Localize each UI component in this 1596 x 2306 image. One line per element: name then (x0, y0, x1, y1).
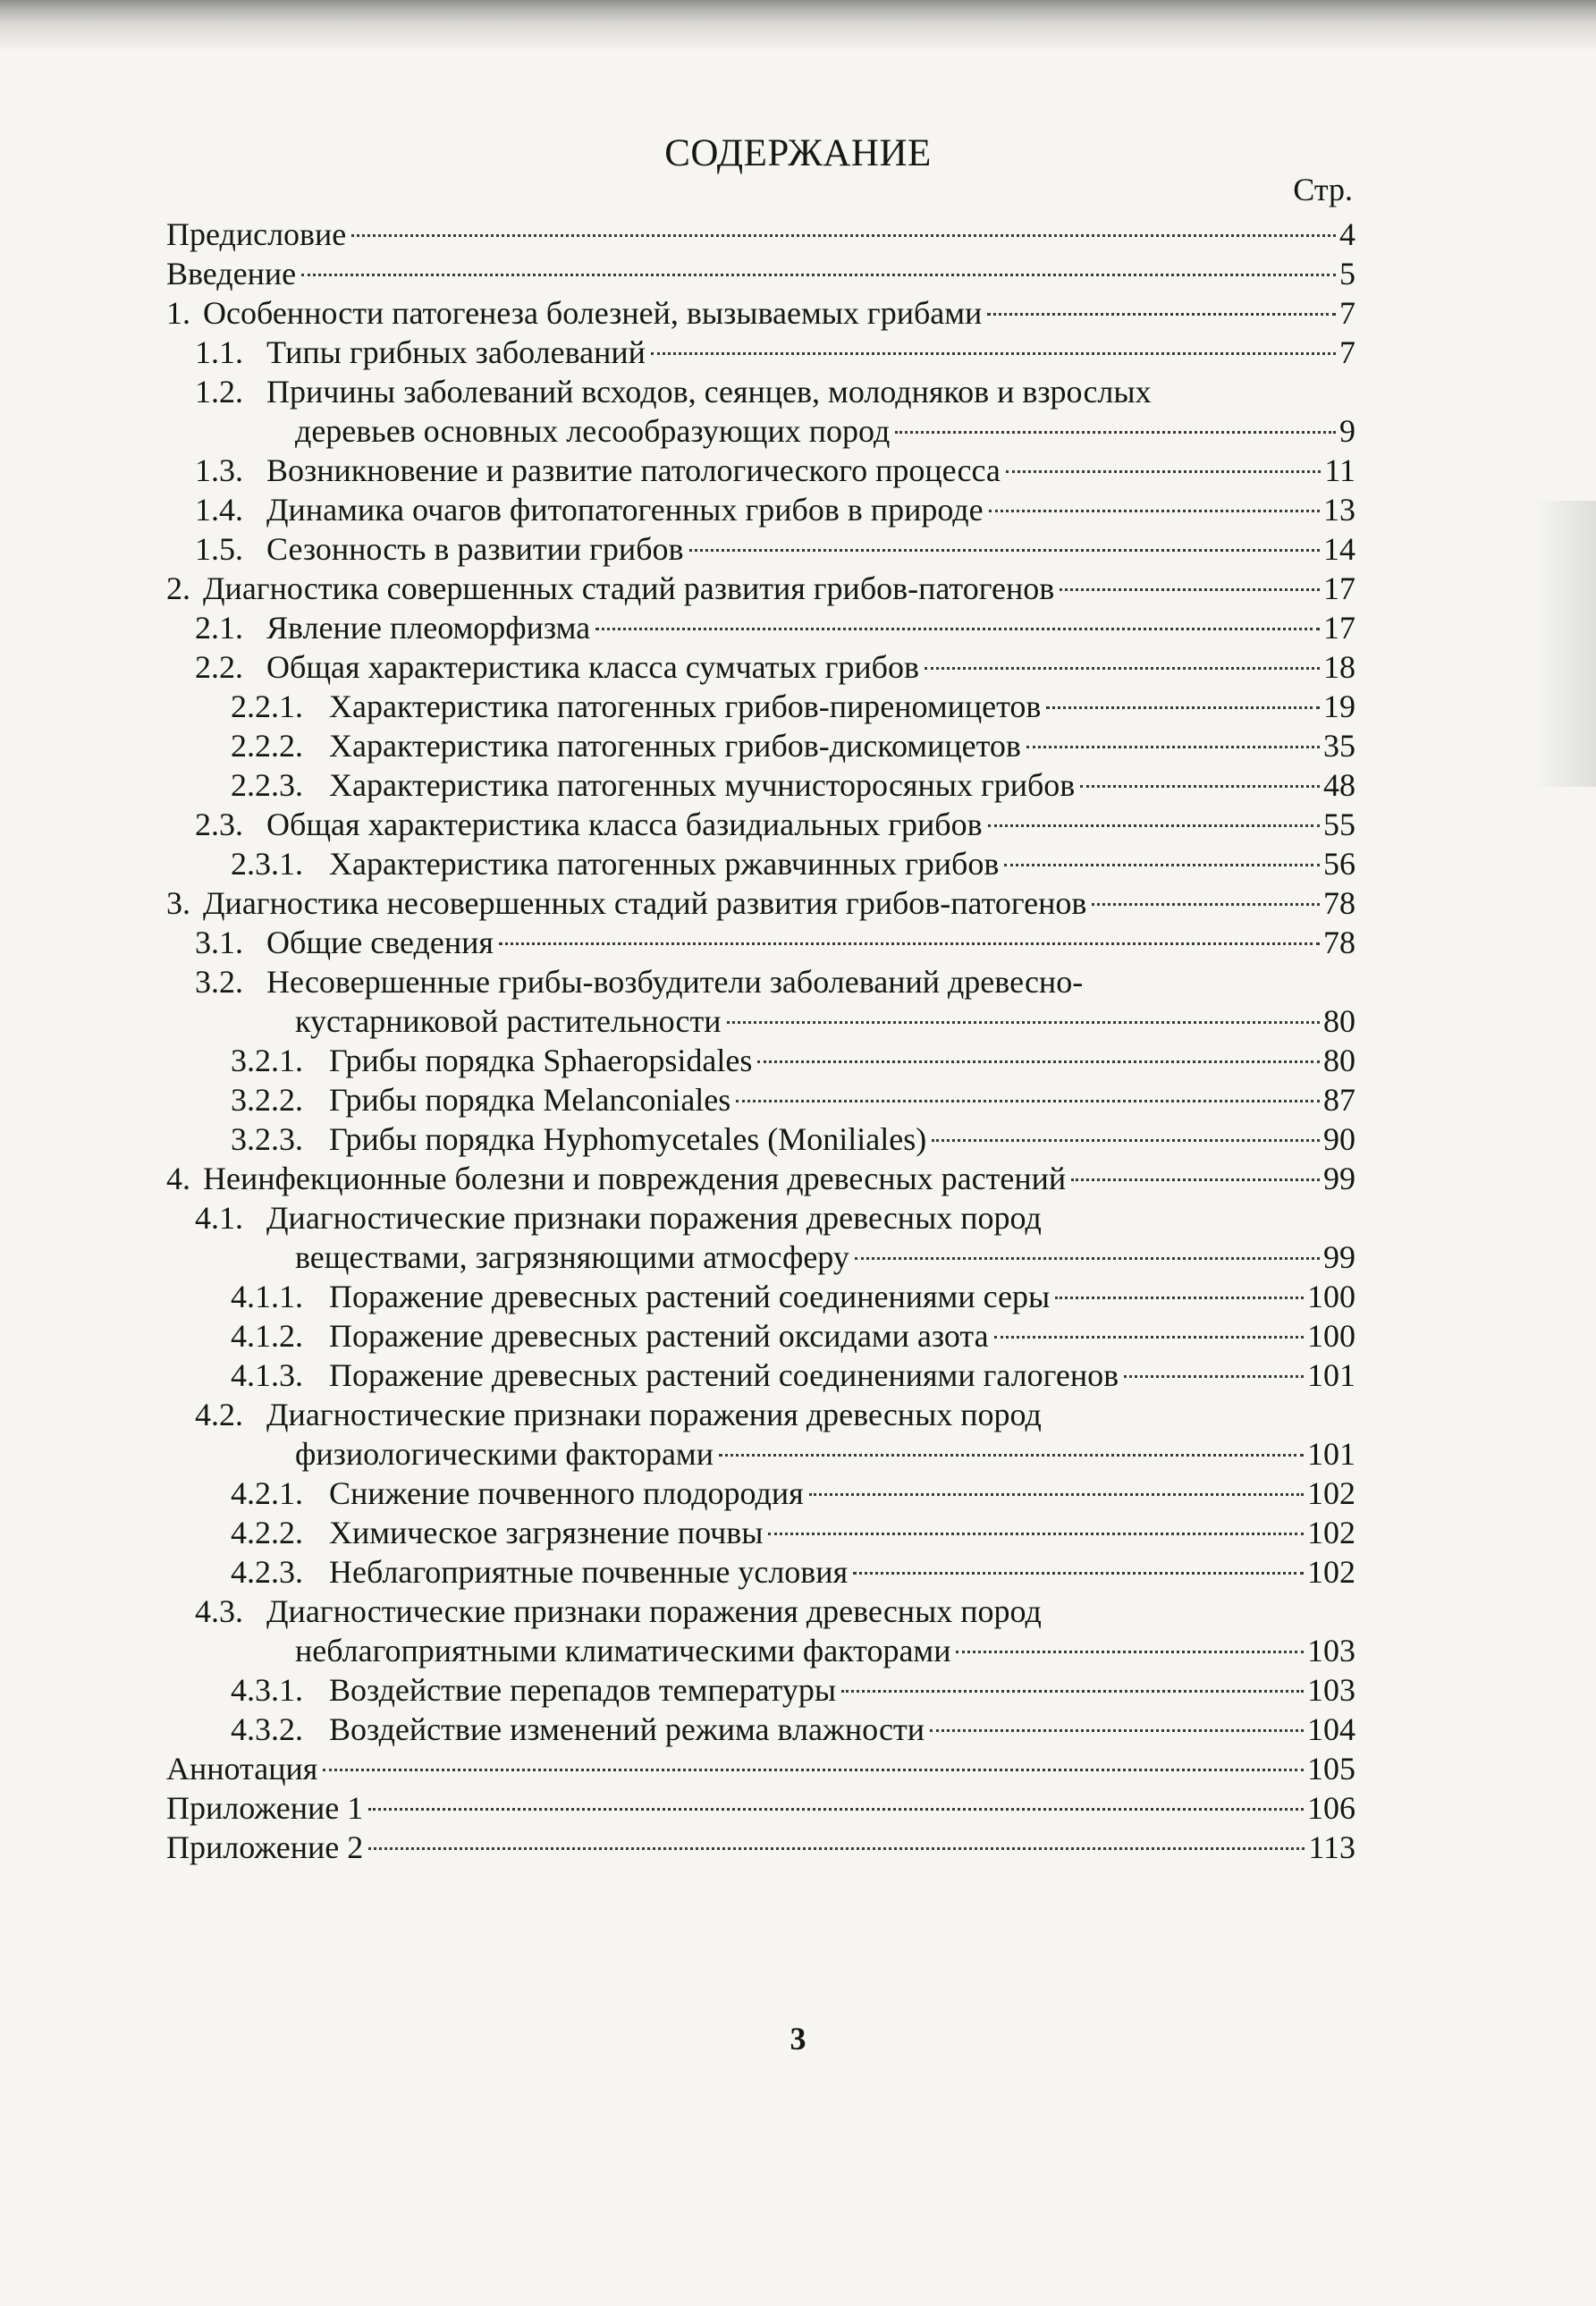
scan-bleed-shadow (1533, 501, 1596, 787)
toc-entry (166, 1198, 1355, 1237)
toc-entry (166, 1552, 1355, 1592)
toc-entry-title: Снижение почвенного плодородия (329, 1475, 804, 1511)
toc-entry-title: Типы грибных заболеваний (266, 334, 646, 370)
toc-entry-number: 2.2.1. (231, 688, 303, 724)
toc-dot-leader (719, 1454, 1304, 1457)
toc-entry-title: Предисловие (166, 216, 347, 252)
toc-dot-leader (895, 431, 1336, 434)
toc-entry-number: 1.1. (195, 334, 243, 370)
toc-entry-page: 48 (1323, 767, 1355, 803)
toc-entry-number: 4.1.3. (231, 1357, 303, 1393)
toc-entry (166, 372, 1355, 411)
toc-entry-title: Особенности патогенеза болезней, вызываемых грибами (203, 295, 983, 331)
toc-entry-number: 4.2.2. (231, 1515, 303, 1550)
toc-entry-title: Сезонность в развитии грибов (266, 531, 684, 567)
toc-dot-leader (930, 1729, 1304, 1732)
toc-entry-title: Характеристика патогенных мучнисторосяных грибов (329, 767, 1076, 803)
toc-entry (166, 765, 1355, 805)
toc-entry (166, 1670, 1355, 1710)
toc-entry (166, 569, 1355, 608)
toc-entry-title: Характеристика патогенных грибов-дискомицетов (329, 728, 1021, 764)
toc-dot-leader (1060, 588, 1320, 591)
toc-entry (166, 1631, 1355, 1670)
toc-entry-number: 2. (166, 570, 190, 606)
toc-entry-title: Введение (166, 256, 297, 291)
toc-entry (166, 923, 1355, 962)
toc-entry-page: 13 (1323, 492, 1355, 528)
toc-entry-title: Аннотация (166, 1751, 318, 1787)
toc-entry-number: 1.5. (195, 531, 243, 567)
toc-entry-page: 14 (1323, 531, 1355, 567)
toc-entry-title: Поражение древесных растений соединениями галогенов (329, 1357, 1119, 1393)
toc-entry (166, 608, 1355, 647)
toc-dot-leader (809, 1493, 1304, 1496)
toc-dot-leader (301, 274, 1336, 276)
toc-entry-number: 4.3. (195, 1593, 243, 1629)
toc-entry-title: Поражение древесных растений оксидами азота (329, 1318, 989, 1354)
toc-entry (166, 1159, 1355, 1198)
toc-entry-number: 4.3.2. (231, 1711, 303, 1747)
toc-entry-page: 101 (1307, 1357, 1355, 1393)
toc-entry-number: 4.2.1. (231, 1475, 303, 1511)
toc-entry-number: 4.2.3. (231, 1554, 303, 1590)
page-column-label: Стр. (1293, 172, 1353, 207)
toc-entry-title: Приложение 1 (166, 1790, 364, 1826)
toc-entry-title: Химическое загрязнение почвы (329, 1515, 764, 1550)
toc-entry-page: 55 (1323, 807, 1355, 842)
toc-entry (166, 333, 1355, 372)
toc-entry-page: 105 (1307, 1751, 1355, 1787)
toc-entry-title: Диагностика совершенных стадий развития грибов-патогенов (203, 570, 1055, 606)
toc-entry-title: Неблагоприятные почвенные условия (329, 1554, 849, 1590)
toc-entry (166, 1237, 1355, 1277)
toc-entry-title: Воздействие изменений режима влажности (329, 1711, 925, 1747)
toc-entry-number: 2.1. (195, 610, 243, 646)
toc-entry-page: 87 (1323, 1082, 1355, 1118)
toc-entry-title-continued: деревьев основных лесообразующих пород (295, 413, 891, 449)
toc-dot-leader (351, 234, 1336, 237)
toc-entry-number: 2.3.1. (231, 846, 303, 882)
toc-entry-page: 102 (1307, 1475, 1355, 1511)
toc-entry (166, 1316, 1355, 1356)
toc-entry-page: 99 (1323, 1161, 1355, 1196)
toc-entry-page: 102 (1307, 1515, 1355, 1550)
toc-entry-page: 80 (1323, 1003, 1355, 1039)
toc-entry-page: 5 (1339, 256, 1355, 291)
page-title: СОДЕРЖАНИЕ (664, 132, 932, 174)
toc-entry-page: 17 (1323, 610, 1355, 646)
toc-entry-page: 19 (1323, 688, 1355, 724)
toc-entry-page: 78 (1323, 885, 1355, 921)
toc-entry-number: 2.3. (195, 807, 243, 842)
toc-dot-leader (1092, 903, 1320, 906)
toc-entry-page: 103 (1307, 1672, 1355, 1708)
toc-entry-title: Грибы порядка Sphaeropsidales (329, 1043, 753, 1078)
toc-dot-leader (925, 667, 1320, 670)
toc-entry-page: 103 (1307, 1633, 1355, 1668)
toc-entry-number: 1.2. (195, 374, 243, 410)
toc-dot-leader (956, 1651, 1304, 1653)
toc-entry-number: 1.4. (195, 492, 243, 528)
toc-entry-number: 4.2. (195, 1397, 243, 1432)
toc-dot-leader (855, 1257, 1320, 1260)
toc-dot-leader (736, 1100, 1320, 1102)
toc-entry (166, 1749, 1355, 1788)
toc-dot-leader (853, 1572, 1304, 1575)
toc-entry-page: 106 (1307, 1790, 1355, 1826)
toc-entry-title: Общие сведения (266, 925, 494, 960)
toc-dot-leader (768, 1533, 1304, 1535)
toc-entry-title: Возникновение и развитие патологического процесса (266, 452, 1001, 488)
toc-entry-number: 3.1. (195, 925, 243, 960)
toc-entry (166, 1474, 1355, 1513)
toc-entry (166, 687, 1355, 726)
toc-entry-title: Грибы порядка Hyphomycetales (Moniliales) (329, 1121, 927, 1157)
toc-dot-leader (1006, 470, 1321, 473)
toc-entry-page: 9 (1339, 413, 1355, 449)
toc-entry (166, 1710, 1355, 1749)
toc-entry (166, 1434, 1355, 1474)
toc-dot-leader (595, 628, 1320, 630)
toc-entry (166, 844, 1355, 883)
toc-entry-page: 35 (1323, 728, 1355, 764)
toc-dot-leader (988, 824, 1320, 827)
toc-entry-page: 113 (1308, 1829, 1355, 1865)
toc-entry-page: 100 (1307, 1318, 1355, 1354)
toc-entry-title: Неинфекционные болезни и повреждения древесных растений (203, 1161, 1067, 1196)
toc-entry-title: Воздействие перепадов температуры (329, 1672, 837, 1708)
toc-entry-title: Диагностические признаки поражения древесных пород (266, 1593, 1042, 1629)
toc-dot-leader (989, 510, 1320, 512)
toc-entry-number: 3. (166, 885, 190, 921)
toc-entry-number: 2.2. (195, 649, 243, 685)
toc-entry-page: 7 (1339, 334, 1355, 370)
toc-dot-leader (689, 549, 1320, 552)
toc-entry (166, 1788, 1355, 1828)
toc-entry-title: Диагностические признаки поражения древесных пород (266, 1397, 1042, 1432)
toc-dot-leader (368, 1847, 1305, 1850)
toc-dot-leader (499, 942, 1320, 945)
toc-entry-title-continued: кустарниковой растительности (295, 1003, 722, 1039)
toc-entry-page: 18 (1323, 649, 1355, 685)
toc-dot-leader (1055, 1297, 1304, 1299)
toc-entry-title: Характеристика патогенных ржавчинных грибов (329, 846, 1000, 882)
toc-entry (166, 1828, 1355, 1867)
toc-entry-number: 3.2.1. (231, 1043, 303, 1078)
toc-entry-page: 78 (1323, 925, 1355, 960)
toc-entry-number: 4. (166, 1161, 190, 1196)
toc-entry-number: 1. (166, 295, 190, 331)
toc-entry-page: 80 (1323, 1043, 1355, 1078)
toc-entry-number: 2.2.3. (231, 767, 303, 803)
toc-entry-title: Грибы порядка Melanconiales (329, 1082, 731, 1118)
toc-dot-leader (323, 1769, 1304, 1771)
toc-dot-leader (932, 1139, 1320, 1142)
toc-entry-page: 11 (1324, 452, 1355, 488)
toc-entry-title: Динамика очагов фитопатогенных грибов в природе (266, 492, 984, 528)
toc-entry-number: 4.1.2. (231, 1318, 303, 1354)
toc-entry-page: 100 (1307, 1279, 1355, 1314)
toc-entry (166, 490, 1355, 529)
toc-dot-leader (1124, 1375, 1304, 1378)
toc-entry (166, 529, 1355, 569)
toc-entry-title: Приложение 2 (166, 1829, 364, 1865)
toc-entry-page: 99 (1323, 1239, 1355, 1275)
toc-entry (166, 726, 1355, 765)
toc-entry (166, 1395, 1355, 1434)
toc-entry (166, 293, 1355, 333)
toc-dot-leader (651, 352, 1336, 355)
toc-dot-leader (987, 313, 1336, 316)
toc-entry-title: Поражение древесных растений соединениями серы (329, 1279, 1051, 1314)
toc-entry-title: Общая характеристика класса базидиальных грибов (266, 807, 983, 842)
toc-entry (166, 411, 1355, 451)
toc-entry (166, 1001, 1355, 1041)
toc-entry-title: Диагностические признаки поражения древесных пород (266, 1200, 1042, 1236)
toc-entry (166, 1277, 1355, 1316)
toc-entry-title-continued: веществами, загрязняющими атмосферу (295, 1239, 849, 1275)
toc-entry (166, 451, 1355, 490)
toc-dot-leader (1071, 1178, 1320, 1181)
toc-entry (166, 1119, 1355, 1159)
toc-entry (166, 1080, 1355, 1119)
toc-entry-number: 4.1.1. (231, 1279, 303, 1314)
toc-entry-number: 4.1. (195, 1200, 243, 1236)
toc-entry (166, 1592, 1355, 1631)
toc-entry-page: 101 (1307, 1436, 1355, 1472)
toc-entry (166, 1356, 1355, 1395)
toc-entry-title: Общая характеристика класса сумчатых грибов (266, 649, 919, 685)
toc-entry-number: 1.3. (195, 452, 243, 488)
toc-dot-leader (757, 1060, 1320, 1063)
toc-entry (166, 962, 1355, 1001)
toc-entry (166, 215, 1355, 254)
toc-entry-number: 3.2.3. (231, 1121, 303, 1157)
toc-entry-page: 102 (1307, 1554, 1355, 1590)
toc-entry-title: Диагностика несовершенных стадий развития грибов-патогенов (203, 885, 1087, 921)
toc-entry-page: 7 (1339, 295, 1355, 331)
toc-entry (166, 805, 1355, 844)
toc-dot-leader (727, 1021, 1320, 1024)
table-of-contents (166, 215, 1355, 1867)
toc-entry-number: 2.2.2. (231, 728, 303, 764)
scan-edge-shadow (0, 0, 1596, 52)
toc-entry-number: 4.3.1. (231, 1672, 303, 1708)
toc-entry-title-continued: физиологическими факторами (295, 1436, 714, 1472)
toc-dot-leader (1046, 706, 1320, 709)
toc-entry-title: Характеристика патогенных грибов-пиреномицетов (329, 688, 1042, 724)
page-number: 3 (790, 2021, 806, 2057)
toc-entry (166, 1041, 1355, 1080)
toc-entry-title: Причины заболеваний всходов, сеянцев, молодняков и взрослых (266, 374, 1152, 410)
toc-entry-number: 3.2. (195, 964, 243, 1000)
toc-entry (166, 647, 1355, 687)
toc-dot-leader (994, 1336, 1304, 1339)
toc-dot-leader (368, 1808, 1304, 1811)
toc-dot-leader (1080, 785, 1320, 788)
toc-dot-leader (1026, 746, 1320, 748)
toc-entry (166, 883, 1355, 923)
toc-entry-title-continued: неблагоприятными климатическими факторами (295, 1633, 951, 1668)
toc-entry-number: 3.2.2. (231, 1082, 303, 1118)
toc-entry-page: 4 (1339, 216, 1355, 252)
toc-entry-title: Явление плеоморфизма (266, 610, 591, 646)
toc-dot-leader (841, 1690, 1304, 1693)
toc-dot-leader (1004, 864, 1320, 866)
toc-entry-page: 56 (1323, 846, 1355, 882)
toc-entry (166, 254, 1355, 293)
toc-entry-page: 90 (1323, 1121, 1355, 1157)
toc-entry-page: 104 (1307, 1711, 1355, 1747)
toc-entry (166, 1513, 1355, 1552)
toc-entry-title: Несовершенные грибы-возбудители заболеваний древесно- (266, 964, 1084, 1000)
toc-entry-page: 17 (1323, 570, 1355, 606)
